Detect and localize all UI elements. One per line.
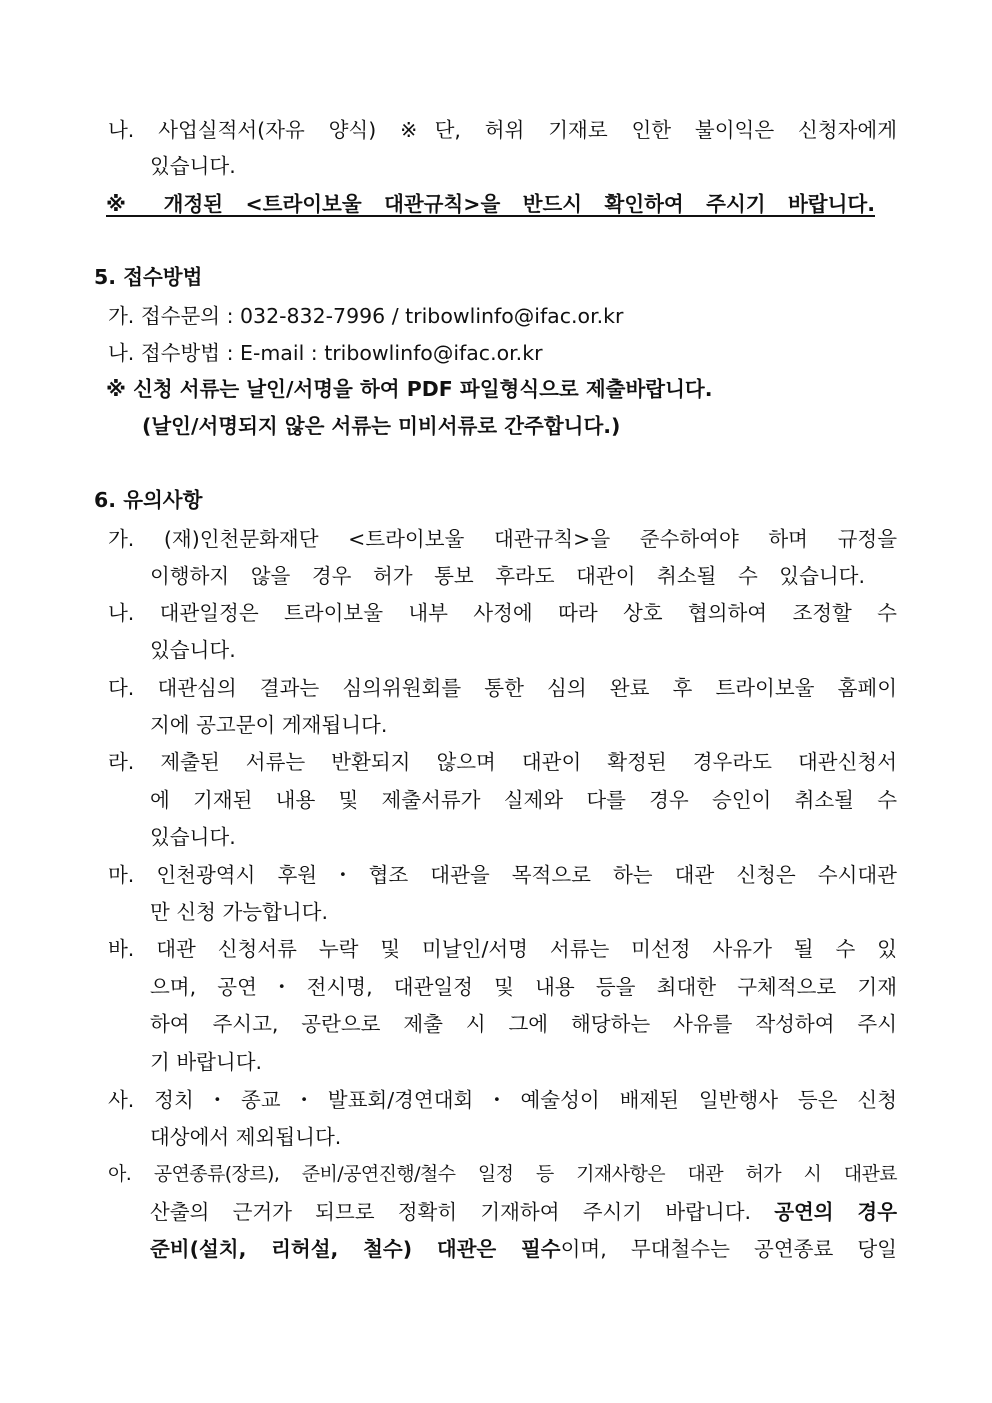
performance-case-bold: 공연의 경우 (774, 1200, 897, 1224)
item-a-genre-schedule-cont1 (150, 1197, 897, 1227)
item-na-schedule: 나. 대관일정은 트라이보울 내부 사정에 따라 상호 협의하여 조정할 수 (108, 601, 897, 625)
item-ga-rules-cont: 이행하지 않을 경우 허가 통보 후라도 대관이 취소될 수 있습니다. (150, 564, 865, 588)
item-ga-rules: 가. (재)인천문화재단 <트라이보울 대관규칙>을 준수하여야 하며 규정을 (108, 527, 897, 551)
stage-removal-text: 이며, 무대철수는 공연종료 당일 (560, 1237, 897, 1261)
notice-signature-pdf: ※ 신청 서류는 날인/서명을 하여 PDF 파일형식으로 제출바랍니다. (106, 377, 713, 401)
notice-revised-rules: ※ 개정된 <트라이보울 대관규칙>을 반드시 확인하여 주시기 바랍니다. (106, 192, 875, 216)
mandatory-setup-bold: 준비(설치, 리허설, 철수) 대관은 필수 (150, 1237, 561, 1261)
item-ga-inquiry: 가. 접수문의 : 032-832-7996 / tribowlinfo@ifac.or.kr (108, 304, 624, 328)
notice-unsigned-docs: (날인/서명되지 않은 서류는 미비서류로 간주합니다.) (142, 414, 621, 438)
item-ba-missing-docs-cont1: 으며, 공연・전시명, 대관일정 및 내용 등을 최대한 구체적으로 기재 (150, 975, 897, 999)
item-na-schedule-cont: 있습니다. (150, 638, 236, 662)
item-na-method: 나. 접수방법 : E-mail : tribowlinfo@ifac.or.kr (108, 341, 543, 365)
item-na-business-record-cont: 있습니다. (150, 154, 236, 178)
fee-basis-text: 산출의 근거가 되므로 정확히 기재하여 주시기 바랍니다. (150, 1200, 775, 1224)
item-sa-excluded-cont: 대상에서 제외됩니다. (150, 1125, 342, 1149)
item-ba-missing-docs: 바. 대관 신청서류 누락 및 미날인/서명 서류는 미선정 사유가 될 수 있 (108, 937, 897, 961)
item-sa-excluded: 사. 정치・종교・발표회/경연대회・예술성이 배제된 일반행사 등은 신청 (108, 1088, 897, 1112)
item-ra-documents-cont1: 에 기재된 내용 및 제출서류가 실제와 다를 경우 승인이 취소될 수 (150, 788, 897, 812)
item-ra-documents: 라. 제출된 서류는 반환되지 않으며 대관이 확정된 경우라도 대관신청서 (108, 750, 897, 774)
item-na-business-record: 나. 사업실적서(자유 양식) ※단, 허위 기재로 인한 불이익은 신청자에게 (108, 118, 897, 142)
item-da-review-cont: 지에 공고문이 게재됩니다. (150, 713, 388, 737)
section-6-heading: 6. 유의사항 (94, 488, 203, 512)
item-a-genre-schedule-cont2 (150, 1234, 897, 1264)
item-ma-sponsorship-cont: 만 신청 가능합니다. (150, 900, 328, 924)
item-ba-missing-docs-cont2: 하여 주시고, 공란으로 제출 시 그에 해당하는 사유를 작성하여 주시 (150, 1012, 897, 1036)
section-5-heading: 5. 접수방법 (94, 265, 203, 289)
item-da-review: 다. 대관심의 결과는 심의위원회를 통한 심의 완료 후 트라이보울 홈페이 (108, 676, 897, 700)
item-ba-missing-docs-cont3: 기 바랍니다. (150, 1050, 263, 1074)
item-ra-documents-cont2: 있습니다. (150, 825, 236, 849)
item-a-genre-schedule: 아. 공연종류(장르), 준비/공연진행/철수 일정 등 기재사항은 대관 허가 시 대관료 (108, 1163, 897, 1185)
item-ma-sponsorship: 마. 인천광역시 후원・협조 대관을 목적으로 하는 대관 신청은 수시대관 (108, 863, 897, 887)
